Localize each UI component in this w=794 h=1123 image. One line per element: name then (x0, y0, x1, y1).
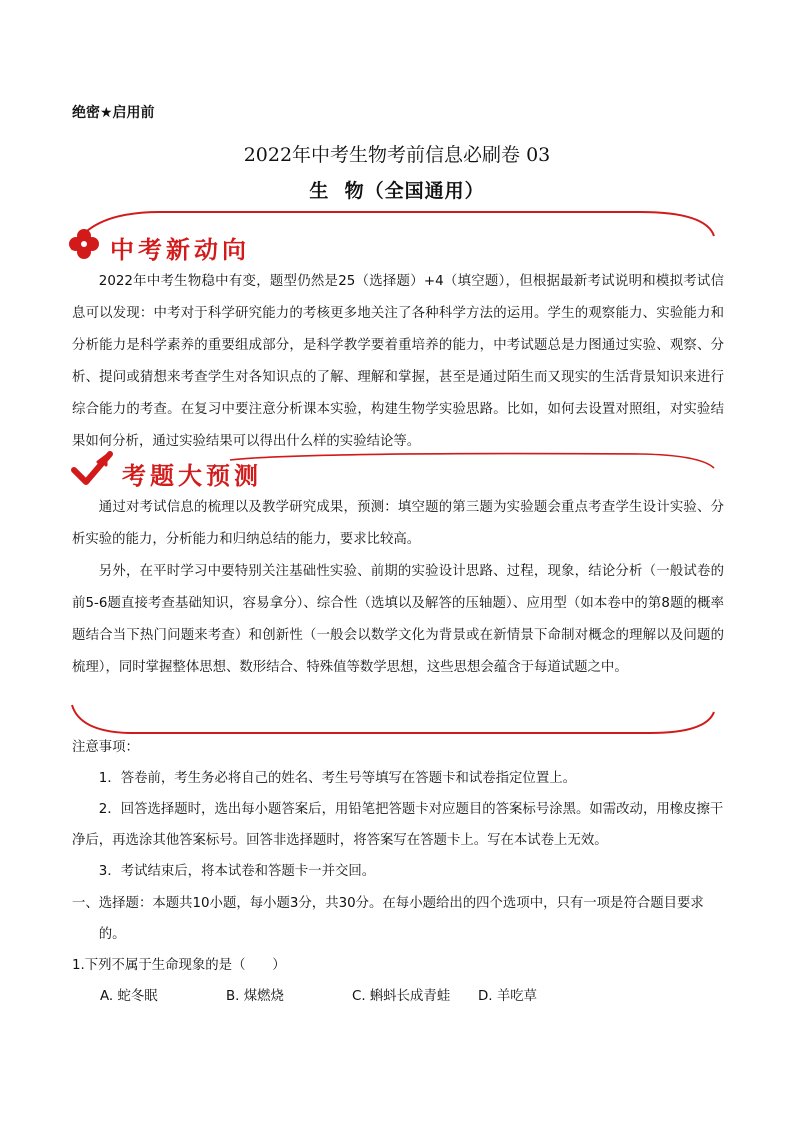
option-b: B. 煤燃烧 (226, 989, 284, 1004)
option-c: C. 蝌蚪长成青蛙 (352, 989, 451, 1004)
predict-text (72, 492, 724, 684)
notes-block (72, 732, 724, 887)
predict-paragraph: 通过对考试信息的梳理以及教学研究成果，预测：填空题的第三题为实验题会重点考查学生设计实验、分析实验的能力，分析能力和归纳总结的能力，要求比较高。 (72, 500, 724, 547)
notes-heading: 注意事项： (72, 740, 139, 755)
clover-icon (69, 229, 99, 259)
page-title: 2022年中考生物考前信息必刷卷 03 (243, 144, 551, 166)
trend-paragraph: 2022年中考生物稳中有变，题型仍然是25（选择题）+4（填空题），但根据最新考试说明和模拟考试信息可以发现：中考对于科学研究能力的考核更多地关注了各种科学方法的运用。学生的观察能力、实验能力和分析能力是科学素养的重要组成部分，是科学教学要着重培养的能力，中考试题总是力图通过实验、观察、分析、提问或猜想来考查学生对各知识点的了解、理解和掌握，甚至是通过陌生而又现实的生活背景知识来进行综合能力的考查。在复习中要注意分析课本实验，构建生物学实验思路。比如，如何去设置对照组，对实验结果如何分析，通过实验结果可以得出什么样的实验结论等。 (72, 274, 724, 449)
notes-item: 2．回答选择题时，选出每小题答案后，用铅笔把答题卡对应题目的答案标号涂黑。如需改动，用橡皮擦干净后，再选涂其他答案标号。回答非选择题时，将答案写在答题卡上。写在本试卷上无效。 (72, 802, 724, 848)
choice-section (72, 888, 728, 1012)
choice-heading: 一、选择题：本题共10小题，每小题3分，共30分。在每小题给出的四个选项中，只有一项是符合题目要求的。 (72, 896, 704, 942)
secret-label: 绝密★启用前 (72, 105, 155, 121)
notes-item: 3．考试结束后，将本试卷和答题卡一并交回。 (98, 864, 376, 879)
notes-item: 1．答卷前，考生务必将自己的姓名、考生号等填写在答题卡和试卷指定位置上。 (98, 771, 576, 786)
section-heading-predict: 考题大预测 (122, 462, 262, 490)
option-d: D. 羊吃草 (478, 989, 537, 1004)
page-subtitle: 生 物（全国通用） (309, 180, 485, 202)
option-a: A. 蛇冬眠 (100, 989, 158, 1004)
frame-bottom-curve (72, 705, 714, 733)
question-stem: 1.下列不属于生命现象的是（ ） (72, 958, 286, 973)
predict-paragraph: 另外，在平时学习中要特别关注基础性实验、前期的实验设计思路、过程，现象，结论分析（一般试卷的前5-6题直接考查基础知识，容易拿分）、综合性（选填以及解答的压轴题）、应用型（如本卷中的第8题的概率题结合当下热门问题来考查）和创新性（一般会以数学文化为背景或在新情景下命制对概念的理解以及问题的梳理），同时掌握整体思想、数形结合、特殊值等数学思想，这些思想会蕴含于每道试题之中。 (72, 564, 724, 675)
question-options (72, 981, 728, 1012)
checkmark-icon (74, 454, 110, 482)
section-heading-trend: 中考新动向 (110, 236, 250, 264)
trend-text (72, 266, 724, 458)
